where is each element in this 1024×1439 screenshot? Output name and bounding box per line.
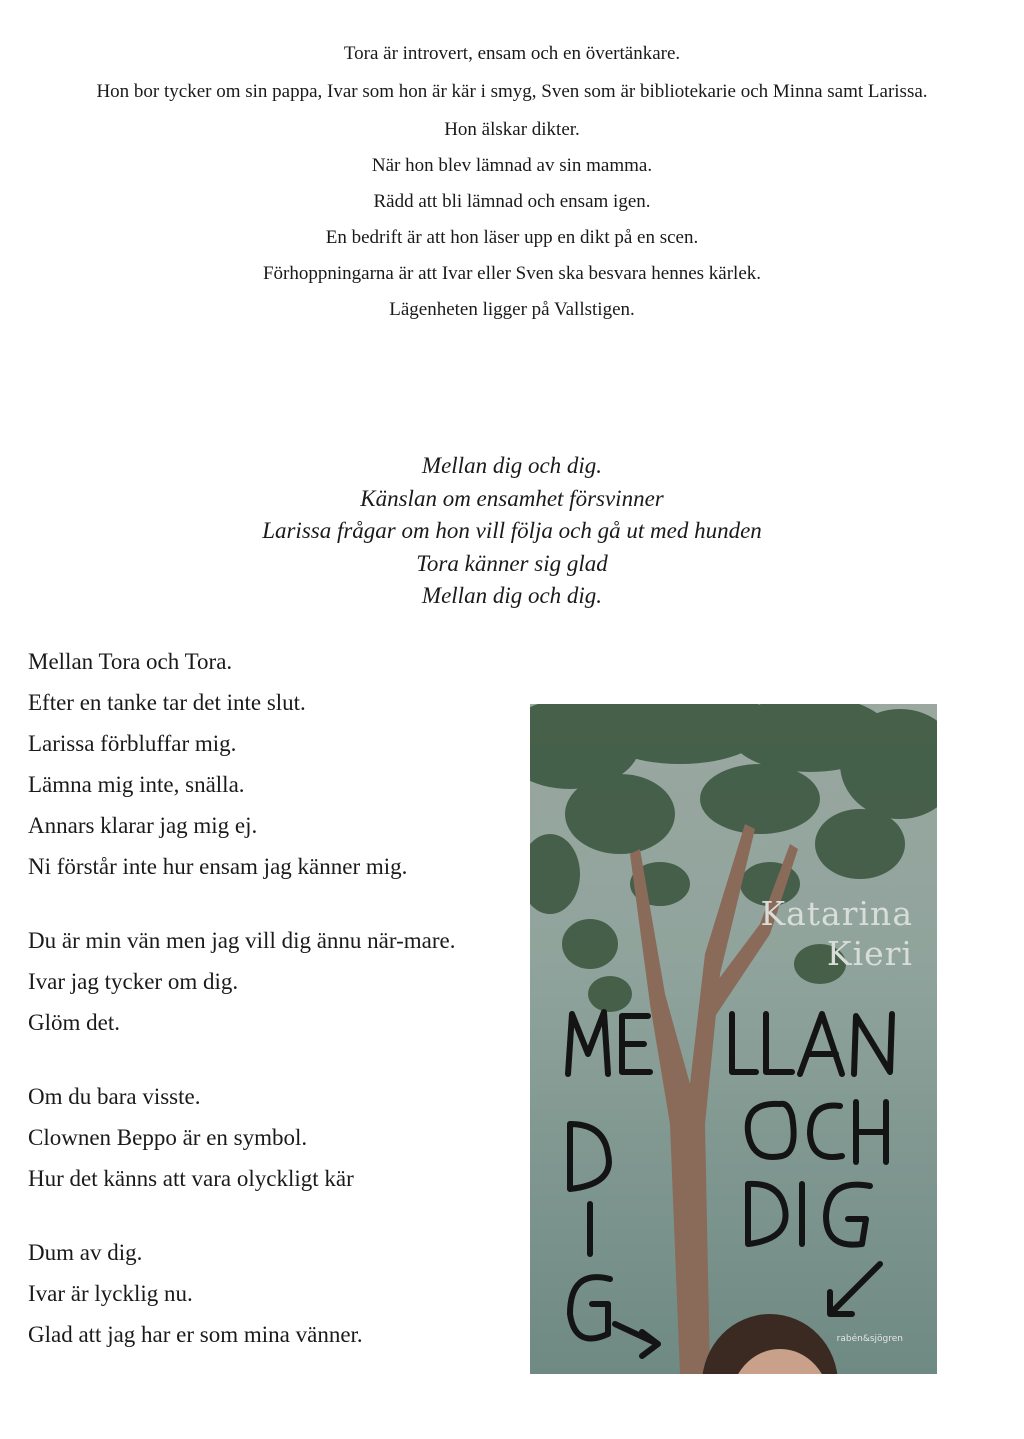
- cover-portrait: [702, 1314, 838, 1374]
- poem-stanza: [28, 924, 473, 1039]
- summary-line: Rädd att bli lämnad och ensam igen.: [373, 191, 651, 212]
- poem-line: Känslan om ensamhet försvinner: [360, 485, 664, 511]
- summary-line: Hon bor tycker om sin pappa, Ivar som hon är kär i smyg, Sven som är bibliotekarie och Minna samt Larissa.: [96, 81, 928, 102]
- book-cover-illustration: [530, 704, 937, 1374]
- poem-line: Ivar är lycklig nu.: [28, 1281, 193, 1306]
- poem-line: Tora känner sig glad: [416, 550, 608, 576]
- poem-line: Lämna mig inte, snälla.: [28, 772, 245, 797]
- cover-author: [760, 894, 913, 974]
- poem-stanza: [28, 645, 473, 883]
- poem-line: Om du bara visste.: [28, 1084, 201, 1109]
- poem-line: Ni förstår inte hur ensam jag känner mig.: [28, 854, 408, 879]
- summary-section: [30, 40, 994, 332]
- poem-line: Mellan Tora och Tora.: [28, 649, 233, 674]
- poem-line: Dum av dig.: [28, 1240, 143, 1265]
- summary-line: Hon älskar dikter.: [444, 119, 580, 140]
- cover-publisher: rabén&sjögren: [836, 1334, 903, 1344]
- summary-line: Förhoppningarna är att Ivar eller Sven ska besvara hennes kärlek.: [262, 263, 762, 284]
- summary-line: När hon blev lämnad av sin mamma.: [371, 155, 653, 176]
- summary-line: Tora är introvert, ensam och en övertänkare.: [343, 43, 681, 64]
- summary-line: En bedrift är att hon läser upp en dikt på en scen.: [325, 227, 699, 248]
- poem-stanza: [28, 1080, 473, 1195]
- poem-line: Glad att jag har er som mina vänner.: [28, 1322, 363, 1347]
- poem-line: Efter en tanke tar det inte slut.: [28, 690, 306, 715]
- poem-line: Larissa frågar om hon vill följa och gå ut med hunden: [262, 518, 762, 543]
- poem-line: Mellan dig och dig.: [421, 453, 603, 478]
- poem-line: Annars klarar jag mig ej.: [28, 813, 258, 838]
- poem-line: Larissa förbluffar mig.: [28, 731, 237, 756]
- summary-line: Lägenheten ligger på Vallstigen.: [389, 299, 635, 320]
- poem-line: Hur det känns att vara olyckligt kär: [28, 1166, 354, 1191]
- author-first-name: Katarina: [760, 894, 913, 933]
- poem-line: Du är min vän men jag vill dig ännu när-mare.: [28, 928, 456, 953]
- book-cover-image: [530, 704, 937, 1374]
- author-last-name: Kieri: [826, 934, 913, 973]
- poem-line: Mellan dig och dig.: [421, 583, 603, 608]
- centered-poem: [0, 450, 1024, 613]
- poem-line: Glöm det.: [28, 1010, 120, 1035]
- left-poem: [28, 645, 473, 1392]
- poem-stanza: [28, 1236, 473, 1351]
- cover-title: [568, 1012, 892, 1356]
- poem-line: Ivar jag tycker om dig.: [28, 969, 239, 994]
- poem-line: Clownen Beppo är en symbol.: [28, 1125, 308, 1150]
